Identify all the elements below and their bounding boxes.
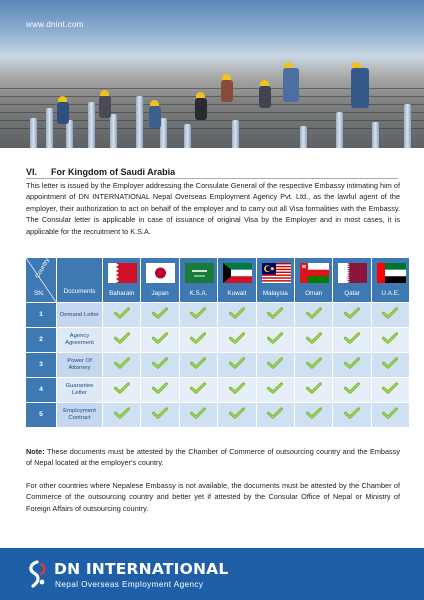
table-cell <box>103 378 140 402</box>
checkmark-icon <box>344 306 360 324</box>
checkmark-icon <box>114 381 130 399</box>
table-cell <box>180 328 217 352</box>
table-cell <box>295 303 332 327</box>
table-cell <box>257 328 294 352</box>
footer <box>0 548 424 600</box>
checkmark-icon <box>306 306 322 324</box>
table-cell <box>333 328 370 352</box>
japan-flag-icon <box>146 263 175 283</box>
checkmark-icon <box>344 381 360 399</box>
checkmark-icon <box>306 406 322 424</box>
checkmark-icon <box>382 406 398 424</box>
checkmark-icon <box>152 306 168 324</box>
other-countries-paragraph: For other countries where Nepalese Embassy is not available, the documents must be attested by the Chamber of Commerce of the outsourcing country and better yet if attested by the Consular Office of Nepal or Ministry of Foreign Affairs of outsourcing country. <box>26 481 400 513</box>
checkmark-icon <box>152 381 168 399</box>
checkmark-icon <box>152 406 168 424</box>
country-header-malaysia <box>257 258 294 302</box>
row-document-name: Agency Agreement <box>57 328 102 352</box>
row-serial-number: 3 <box>26 353 56 377</box>
country-name: K.S.A. <box>189 290 208 297</box>
row-document-name: Guarantee Letter <box>57 378 102 402</box>
table-cell <box>372 378 409 402</box>
checkmark-icon <box>229 406 245 424</box>
checkmark-icon <box>382 356 398 374</box>
table-cell <box>103 328 140 352</box>
table-cell <box>180 303 217 327</box>
table-cell <box>333 378 370 402</box>
table-cell <box>257 378 294 402</box>
checkmark-icon <box>382 306 398 324</box>
section-heading <box>26 167 175 177</box>
checkmark-icon <box>114 356 130 374</box>
table-cell <box>180 378 217 402</box>
country-name: Japan <box>151 290 169 297</box>
table-cell <box>180 403 217 427</box>
checkmark-icon <box>114 306 130 324</box>
checkmark-icon <box>229 331 245 349</box>
checkmark-icon <box>344 356 360 374</box>
table-cell <box>141 328 178 352</box>
table-cell <box>103 403 140 427</box>
checkmark-icon <box>306 381 322 399</box>
intro-paragraph: This letter is issued by the Employer addressing the Consulate General of the respective Embassy intimating him of appointment of DN INTERNATIONAL Nepal Overseas Employment Agency Pvt. Ltd., as the lawful agent of the employer, their authorization to act on behalf of the employer and to carry out all Visa formalities with the Embassy. The Consular letter is applicable in case of issuance of original Visa by the Employer and in most cases, it is applicable for the recruitment to K.S.A. <box>26 181 400 236</box>
checkmark-icon <box>152 331 168 349</box>
row-serial-number: 5 <box>26 403 56 427</box>
checkmark-icon <box>344 406 360 424</box>
checkmark-icon <box>267 406 283 424</box>
checkmark-icon <box>190 306 206 324</box>
table-cell <box>372 328 409 352</box>
table-cell <box>333 353 370 377</box>
table-cell <box>218 303 255 327</box>
table-cell <box>295 378 332 402</box>
title-divider <box>26 178 398 179</box>
table-cell <box>333 403 370 427</box>
table-cell <box>141 403 178 427</box>
checkmark-icon <box>267 356 283 374</box>
kuwait-flag-icon <box>223 263 252 283</box>
row-document-name: Employment Contract <box>57 403 102 427</box>
documents-column-header: Documents <box>57 258 102 302</box>
country-header-japan <box>141 258 178 302</box>
table-cell <box>295 328 332 352</box>
checkmark-icon <box>190 356 206 374</box>
country-header-uae <box>372 258 409 302</box>
country-name: Malaysia <box>262 290 288 297</box>
country-header-baharain <box>103 258 140 302</box>
checkmark-icon <box>190 381 206 399</box>
section-number: VI. <box>26 167 38 177</box>
checkmark-icon <box>114 406 130 424</box>
table-cell <box>218 328 255 352</box>
table-cell <box>141 303 178 327</box>
bahrain-flag-icon <box>108 263 137 283</box>
table-cell <box>141 378 178 402</box>
country-name: Qatar <box>344 290 360 297</box>
checkmark-icon <box>229 306 245 324</box>
checkmark-icon <box>190 406 206 424</box>
country-header-ksa <box>180 258 217 302</box>
checkmark-icon <box>152 356 168 374</box>
table-cell <box>103 353 140 377</box>
checkmark-icon <box>267 381 283 399</box>
table-cell <box>372 303 409 327</box>
checkmark-icon <box>229 381 245 399</box>
table-cell <box>180 353 217 377</box>
country-name: Oman <box>305 290 323 297</box>
note-text: These documents must be attested by the Chamber of Commerce of outsourcing country and the Embassy of Nepal located at the employer's country. <box>26 447 400 468</box>
checkmark-icon <box>229 356 245 374</box>
checkmark-icon <box>267 331 283 349</box>
checkmark-icon <box>306 331 322 349</box>
brand-tagline: Nepal Overseas Employment Agency <box>55 580 204 589</box>
brand-name: DN INTERNATIONAL <box>54 560 229 578</box>
table-cell <box>295 403 332 427</box>
note-paragraph <box>26 446 400 469</box>
country-header-kuwait <box>218 258 255 302</box>
country-name: U.A.E. <box>381 290 400 297</box>
uae-flag-icon <box>377 263 406 283</box>
checkmark-icon <box>114 331 130 349</box>
table-cell <box>103 303 140 327</box>
saudi-arabia-flag-icon <box>185 263 214 283</box>
dn-logo-icon <box>25 560 49 588</box>
checkmark-icon <box>382 331 398 349</box>
table-cell <box>218 353 255 377</box>
checkmark-icon <box>267 306 283 324</box>
table-cell <box>333 303 370 327</box>
table-cell <box>257 353 294 377</box>
country-header-oman <box>295 258 332 302</box>
row-serial-number: 1 <box>26 303 56 327</box>
table-cell <box>218 378 255 402</box>
table-cell <box>141 353 178 377</box>
corner-country-label: Country <box>34 256 52 280</box>
table-cell <box>257 303 294 327</box>
oman-flag-icon <box>300 263 329 283</box>
table-cell <box>257 403 294 427</box>
row-serial-number: 2 <box>26 328 56 352</box>
malaysia-flag-icon <box>262 263 291 283</box>
checkmark-icon <box>344 331 360 349</box>
corner-sn-label: SN. <box>34 290 45 297</box>
row-document-name: Power Of Attorney <box>57 353 102 377</box>
row-serial-number: 4 <box>26 378 56 402</box>
country-name: Kuwait <box>227 290 247 297</box>
checkmark-icon <box>190 331 206 349</box>
row-document-name: Demand Letter <box>57 303 102 327</box>
table-cell <box>218 403 255 427</box>
country-name: Baharain <box>109 290 135 297</box>
table-cell <box>372 403 409 427</box>
country-header-qatar <box>333 258 370 302</box>
table-cell <box>295 353 332 377</box>
checkmark-icon <box>306 356 322 374</box>
table-corner-header <box>26 258 56 302</box>
qatar-flag-icon <box>338 263 367 283</box>
note-label: Note: <box>26 447 45 456</box>
header-photo <box>0 0 424 148</box>
website-url[interactable]: www.dnint.com <box>26 20 84 29</box>
checkmark-icon <box>382 381 398 399</box>
documents-table <box>26 258 400 426</box>
section-title: For Kingdom of Saudi Arabia <box>51 167 176 177</box>
table-cell <box>372 353 409 377</box>
